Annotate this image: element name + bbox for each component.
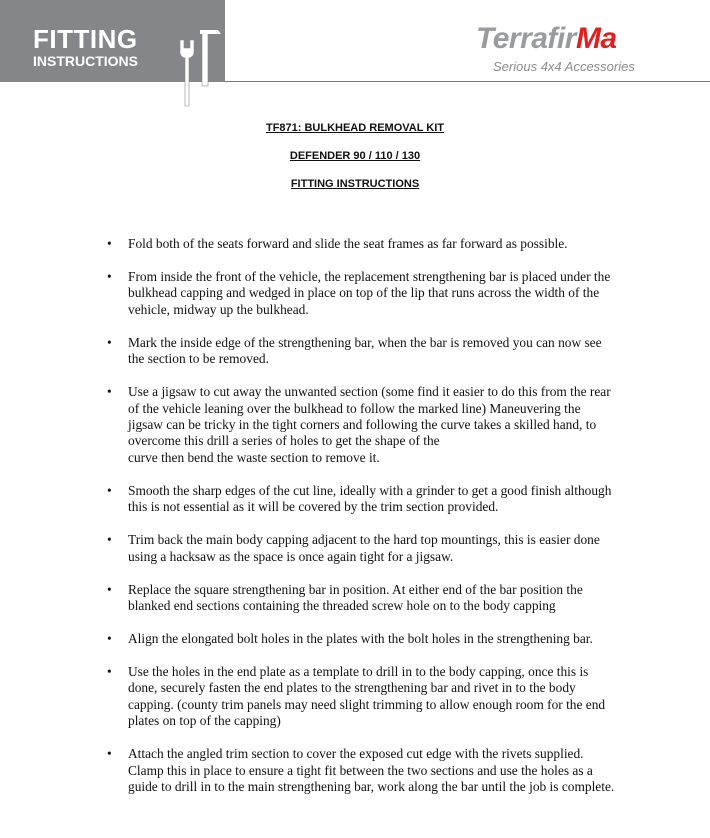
step-line: jigsaw can be tricky in the tight corners and following the curve takes a skilled hand, to <box>128 417 597 433</box>
terrafirma-logo: TerrafirMa <box>476 22 617 55</box>
step-line: • Use the holes in the end plate as a template to drill in to the body capping, once this is <box>128 664 589 680</box>
step-line: plates on top of the capping) <box>128 713 281 729</box>
logo-tagline: Serious 4x4 Accessories <box>493 59 635 74</box>
wrench-hammer-icon <box>170 28 230 110</box>
instruction-step <box>107 269 667 318</box>
instruction-step <box>107 335 667 368</box>
step-line: • Trim back the main body capping adjacent to the hard top mountings, this is easier done <box>128 532 600 548</box>
step-line: • From inside the front of the vehicle, the replacement strengthening bar is placed under the <box>128 269 611 284</box>
header-divider <box>225 81 710 82</box>
step-line: curve then bend the waste section to remove it. <box>128 449 380 465</box>
step-line: • Attach the angled trim section to cover the exposed cut edge with the rivets supplied. <box>128 746 584 762</box>
step-line: this is not essential as it will be covered by the trim section provided. <box>128 499 499 515</box>
step-line: done, securely fasten the end plates to the strengthening bar and rivet in to the body <box>128 680 576 696</box>
step-line: • Replace the square strengthening bar in position. At either end of the bar position the <box>128 581 583 597</box>
step-line: vehicle, midway up the bulkhead. <box>128 301 309 317</box>
instruction-steps <box>107 236 667 812</box>
step-line: • Mark the inside edge of the strengthening bar, when the bar is removed you can now see <box>128 334 602 350</box>
step-line: • Use a jigsaw to cut away the unwanted section (some find it easier to do this from the rear <box>128 384 611 400</box>
step-line: • Smooth the sharp edges of the cut line, ideally with a grinder to get a good finish although <box>128 482 612 498</box>
step-line: capping. (county trim panels may need slight trimming to allow enough room for the end <box>128 696 606 712</box>
instruction-step <box>107 483 667 516</box>
instruction-step <box>107 236 667 252</box>
step-line: guide to drill in to the main strengthening bar, work along the bar until the job is complete. <box>128 779 615 795</box>
instruction-step <box>107 631 667 647</box>
step-line: bulkhead capping and wedged in place on top of the lip that runs across the width of the <box>128 285 600 301</box>
instructions-title: FITTING INSTRUCTIONS <box>290 178 420 190</box>
banner-title: FITTING <box>33 24 138 54</box>
banner-subtitle: INSTRUCTIONS <box>33 53 138 69</box>
step-line: blanked end sections containing the threaded screw hole on to the body capping <box>128 598 556 614</box>
document-titles <box>0 122 710 206</box>
step-line: using a hacksaw as the space is once again tight for a jigsaw. <box>128 548 454 564</box>
step-line: Clamp this in place to ensure a tight fit between the two sections and use the holes as a <box>128 762 593 778</box>
step-line: the section to be removed. <box>128 351 269 367</box>
instruction-step <box>107 664 667 730</box>
step-line: • Align the elongated bolt holes in the plates with the bolt holes in the strengthening bar. <box>128 631 593 647</box>
vehicle-title: DEFENDER 90 / 110 / 130 <box>289 150 421 162</box>
step-line: of the vehicle leaning over the bulkhead to follow the marked line) Maneuvering the <box>128 400 581 416</box>
instruction-step <box>107 746 667 795</box>
kit-title: TF871: BULKHEAD REMOVAL KIT <box>265 122 445 134</box>
instruction-step <box>107 582 667 615</box>
step-line: • Fold both of the seats forward and slide the seat frames as far forward as possible. <box>128 236 568 251</box>
instruction-step <box>107 384 667 466</box>
instruction-step <box>107 532 667 565</box>
step-line: overcome this drill a series of holes to get the shape of the <box>128 433 440 449</box>
